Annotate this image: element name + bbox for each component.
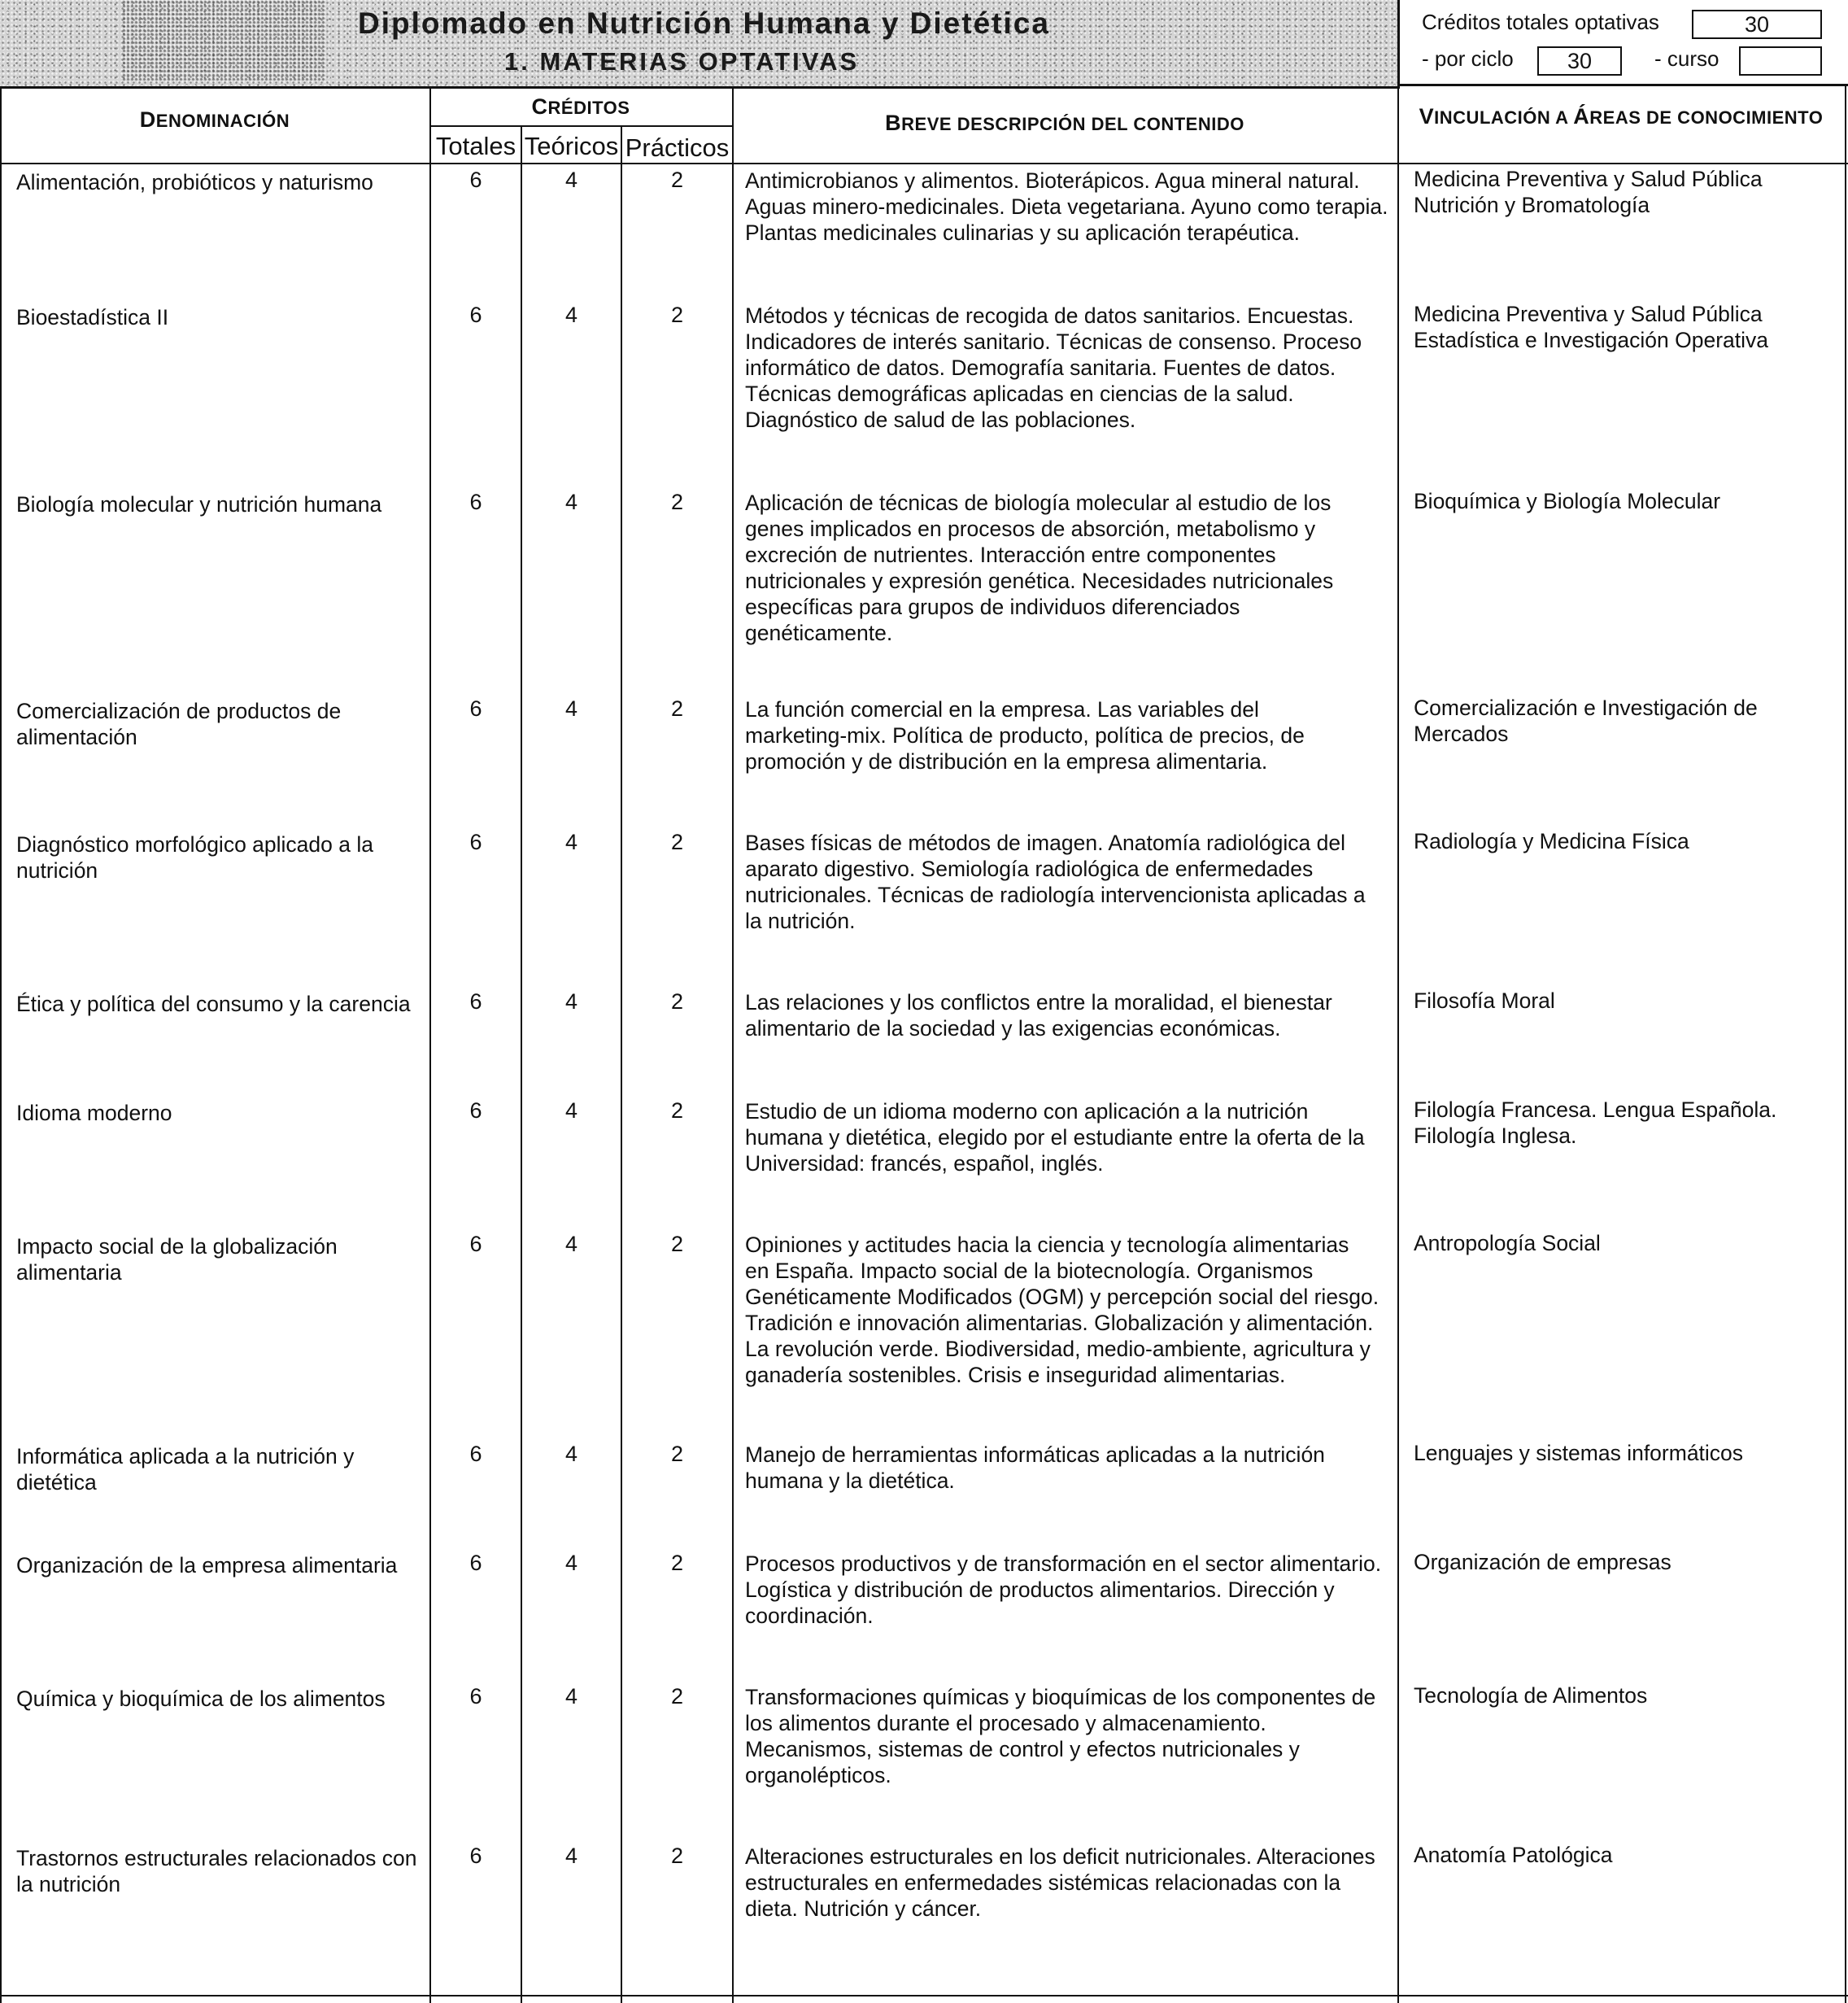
credits-teoricos: 4 [564, 1844, 578, 1868]
subject-name: Impacto social de la globalización alimentaria [16, 1234, 338, 1285]
knowledge-areas: Lenguajes y sistemas informáticos [1414, 1441, 1744, 1465]
subjects-table [0, 86, 1848, 2003]
subject-description: La función comercial en la empresa. Las variables del marketing-mix. Política de producto, política de precios, de promoción y de distribución en la empresa alimentaria. [745, 697, 1305, 774]
header-practicos: Prácticos [625, 133, 730, 162]
header-descripcion: BREVE DESCRIPCIÓN DEL CONTENIDO [885, 111, 1244, 135]
credits-totales: 6 [469, 989, 482, 1014]
cycle-credits-label: - por ciclo [1422, 46, 1514, 71]
credits-totales: 6 [469, 1551, 482, 1575]
knowledge-areas: Medicina Preventiva y Salud Pública Nutrición y Bromatología [1414, 167, 1763, 217]
header-bottom-line [0, 163, 1848, 164]
credits-totales: 6 [469, 1098, 482, 1123]
subject-name: Alimentación, probióticos y naturismo [16, 170, 373, 194]
subject-description: Alteraciones estructurales en los deficit nutricionales. Alteraciones estructurales en enfermedades sistémicas relacionadas con la dieta. Nutrición y cáncer. [745, 1844, 1375, 1921]
credits-summary [1397, 0, 1848, 86]
knowledge-areas: Filología Francesa. Lengua Española. Filología Inglesa. [1414, 1098, 1777, 1148]
subject-description: Opiniones y actitudes hacia la ciencia y tecnología alimentarias en España. Impacto social de la biotecnología. Organismos Genéticamente Modificados (OGM) y percepción social del riesgo. Tradición e innovación alimentarias. Globalización y alimentación. La revolución verde. Biodiversidad, medio-ambiente, agricultura y ganadería sostenibles. Crisis e inseguridad alimentarias. [745, 1233, 1379, 1387]
subject-description: Transformaciones químicas y bioquímicas de los componentes de los alimentos durante el procesado y almacenamiento. Mecanismos, sistemas de control y efectos nutricionales y organolépticos. [745, 1685, 1376, 1787]
knowledge-areas: Organización de empresas [1414, 1550, 1671, 1574]
cycle-credits-field: 30 [1537, 46, 1622, 76]
document-subtitle: 1. MATERIAS OPTATIVAS [504, 47, 860, 76]
credits-teoricos: 4 [564, 1551, 578, 1575]
col-divider-3 [621, 125, 622, 2003]
knowledge-areas: Tecnología de Alimentos [1414, 1683, 1648, 1708]
credits-practicos: 2 [670, 1844, 684, 1868]
document-title: Diplomado en Nutrición Humana y Dietética [358, 7, 1050, 40]
credits-teoricos: 4 [564, 830, 578, 854]
total-credits-field: 30 [1692, 10, 1822, 39]
credits-totales: 6 [469, 490, 482, 514]
credits-practicos: 2 [670, 1551, 684, 1575]
credits-practicos: 2 [670, 303, 684, 327]
col-divider-2 [521, 125, 522, 2003]
subject-description: Antimicrobianos y alimentos. Bioterápicos. Agua mineral natural. Aguas minero-medicinales. Dieta vegetariana. Ayuno como terapia. Plantas medicinales culinarias y su aplicación terapéutica. [745, 168, 1388, 245]
subject-description: Las relaciones y los conflictos entre la moralidad, el bienestar alimentario de la sociedad y las exigencias económicas. [745, 990, 1332, 1041]
credits-totales: 6 [469, 1232, 482, 1256]
credits-teoricos: 4 [564, 1684, 578, 1708]
credits-practicos: 2 [670, 1684, 684, 1708]
credits-practicos: 2 [670, 168, 684, 192]
credits-teoricos: 4 [564, 1442, 578, 1466]
knowledge-areas: Anatomía Patológica [1414, 1843, 1613, 1867]
credits-totales: 6 [469, 303, 482, 327]
header-denominacion: DENOMINACIÓN [139, 107, 290, 132]
subject-description: Estudio de un idioma moderno con aplicación a la nutrición humana y dietética, elegido por el estudiante entre la oferta de la Universidad: francés, español, inglés. [745, 1099, 1365, 1176]
border-left [0, 86, 2, 2003]
credits-practicos: 2 [670, 490, 684, 514]
credits-teoricos: 4 [564, 696, 578, 721]
creditos-divider [429, 125, 732, 127]
header-teoricos: Teóricos [524, 132, 619, 160]
credits-teoricos: 4 [564, 490, 578, 514]
subject-name: Biología molecular y nutrición humana [16, 492, 382, 517]
subject-name: Ética y política del consumo y la carencia [16, 992, 411, 1016]
col-divider-5 [1397, 86, 1399, 2003]
credits-teoricos: 4 [564, 989, 578, 1014]
col-divider-1 [429, 86, 431, 2003]
knowledge-areas: Comercialización e Investigación de Mercados [1414, 696, 1758, 746]
credits-totales: 6 [469, 696, 482, 721]
subject-description: Aplicación de técnicas de biología molecular al estudio de los genes implicados en procesos de absorción, metabolismo y excreción de nutrientes. Interacción entre componentes nutricionales y expresión genética. Necesidades nutricionales específicas para grupos de individuos diferenciados genéticamente. [745, 491, 1334, 645]
subject-name: Química y bioquímica de los alimentos [16, 1687, 386, 1711]
header-banner [0, 0, 1400, 89]
credits-teoricos: 4 [564, 168, 578, 192]
border-right [1845, 86, 1846, 2003]
knowledge-areas: Bioquímica y Biología Molecular [1414, 489, 1721, 513]
credits-practicos: 2 [670, 1098, 684, 1123]
credits-practicos: 2 [670, 696, 684, 721]
subject-description: Manejo de herramientas informáticas aplicadas a la nutrición humana y la dietética. [745, 1442, 1325, 1493]
subject-name: Idioma moderno [16, 1101, 172, 1125]
course-credits-label: - curso [1654, 46, 1719, 71]
knowledge-areas: Medicina Preventiva y Salud Pública Estadística e Investigación Operativa [1414, 302, 1769, 352]
header-totales: Totales [435, 132, 516, 160]
knowledge-areas: Antropología Social [1414, 1231, 1601, 1255]
subject-name: Trastornos estructurales relacionados con la nutrición [16, 1846, 417, 1896]
credits-practicos: 2 [670, 1442, 684, 1466]
credits-totales: 6 [469, 168, 482, 192]
credits-teoricos: 4 [564, 1232, 578, 1256]
subject-description: Métodos y técnicas de recogida de datos sanitarios. Encuestas. Indicadores de interés sanitario. Técnicas de consenso. Proceso informático de datos. Demografía sanitaria. Fuentes de datos. Técnicas demográficas aplicadas en ciencias de la salud. Diagnóstico de salud de las poblaciones. [745, 303, 1362, 432]
subject-name: Organización de la empresa alimentaria [16, 1553, 398, 1578]
credits-totales: 6 [469, 1844, 482, 1868]
credits-practicos: 2 [670, 830, 684, 854]
knowledge-areas: Filosofía Moral [1414, 988, 1555, 1013]
subject-name: Bioestadística II [16, 305, 169, 329]
table-bottom-line [0, 1995, 1848, 1996]
subject-name: Comercialización de productos de alimentación [16, 699, 342, 749]
subject-name: Informática aplicada a la nutrición y dietética [16, 1444, 355, 1495]
credits-totales: 6 [469, 1684, 482, 1708]
col-divider-4 [732, 86, 734, 2003]
knowledge-areas: Radiología y Medicina Física [1414, 829, 1689, 853]
credits-teoricos: 4 [564, 303, 578, 327]
credits-totales: 6 [469, 830, 482, 854]
subject-name: Diagnóstico morfológico aplicado a la nutrición [16, 832, 373, 883]
credits-practicos: 2 [670, 1232, 684, 1256]
header-vinculacion: VINCULACIÓN A ÁREAS DE CONOCIMIENTO [1419, 104, 1824, 129]
header-creditos: CRÉDITOS [531, 94, 630, 119]
course-credits-field [1739, 46, 1822, 76]
subject-description: Procesos productivos y de transformación en el sector alimentario. Logística y distribución de productos alimentarios. Dirección y coordinación. [745, 1551, 1382, 1628]
credits-totales: 6 [469, 1442, 482, 1466]
banner-texture [122, 0, 325, 81]
subject-description: Bases físicas de métodos de imagen. Anatomía radiológica del aparato digestivo. Semiología radiológica de enfermedades nutricionales. Técnicas de radiología intervencionista aplicadas a la nutrición. [745, 831, 1366, 933]
total-credits-label: Créditos totales optativas [1422, 10, 1659, 34]
credits-practicos: 2 [670, 989, 684, 1014]
credits-teoricos: 4 [564, 1098, 578, 1123]
